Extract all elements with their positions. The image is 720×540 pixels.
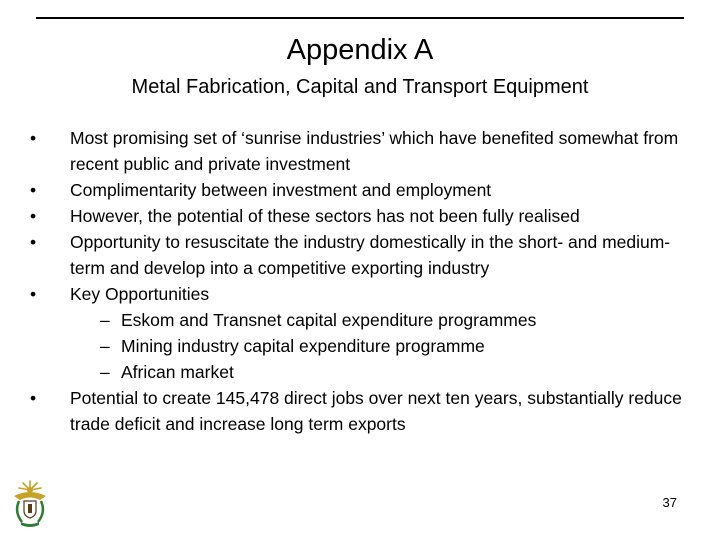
sub-bullet-item xyxy=(30,307,690,333)
bullet-text: However, the potential of these sectors has not been fully realised xyxy=(70,206,580,226)
bullet-item xyxy=(30,281,690,307)
sub-bullet-text: Eskom and Transnet capital expenditure programmes xyxy=(121,310,537,330)
bullet-list xyxy=(30,125,690,437)
sub-bullet-item xyxy=(30,359,690,385)
bullet-text: Key Opportunities xyxy=(70,284,210,304)
bullet-text: Opportunity to resuscitate the industry domestically in the short- and medium-term and develop into a competitive exporting industry xyxy=(70,232,671,278)
bullet-item xyxy=(30,203,690,229)
bullet-item xyxy=(30,229,690,281)
bullet-item xyxy=(30,385,690,437)
bullet-marker: • xyxy=(30,388,37,408)
bullet-text: Most promising set of ‘sunrise industries’ which have benefited somewhat from recent public and private investment xyxy=(70,128,679,174)
page-number: 37 xyxy=(662,495,677,510)
bullet-item xyxy=(30,177,690,203)
sub-bullet-marker: – xyxy=(100,362,110,382)
bullet-marker: • xyxy=(30,284,37,304)
sub-bullet-item xyxy=(30,333,690,359)
sub-bullet-text: Mining industry capital expenditure programme xyxy=(121,336,485,356)
sub-bullet-marker: – xyxy=(100,336,110,356)
bullet-marker: • xyxy=(30,206,37,226)
slide-title: Appendix A xyxy=(286,34,434,66)
bullet-marker: • xyxy=(30,232,37,252)
coat-of-arms-icon xyxy=(10,479,50,534)
bullet-marker: • xyxy=(30,128,37,148)
sub-bullet-text: African market xyxy=(121,362,234,382)
sub-bullet-marker: – xyxy=(100,310,110,330)
slide-subtitle: Metal Fabrication, Capital and Transport Equipment xyxy=(131,76,589,98)
bullet-marker: • xyxy=(30,180,37,200)
top-rule xyxy=(36,17,684,19)
bullet-text: Potential to create 145,478 direct jobs over next ten years, substantially reduce trade deficit and increase long term exports xyxy=(70,388,682,434)
bullet-text: Complimentarity between investment and employment xyxy=(70,180,492,200)
bullet-item xyxy=(30,125,690,177)
